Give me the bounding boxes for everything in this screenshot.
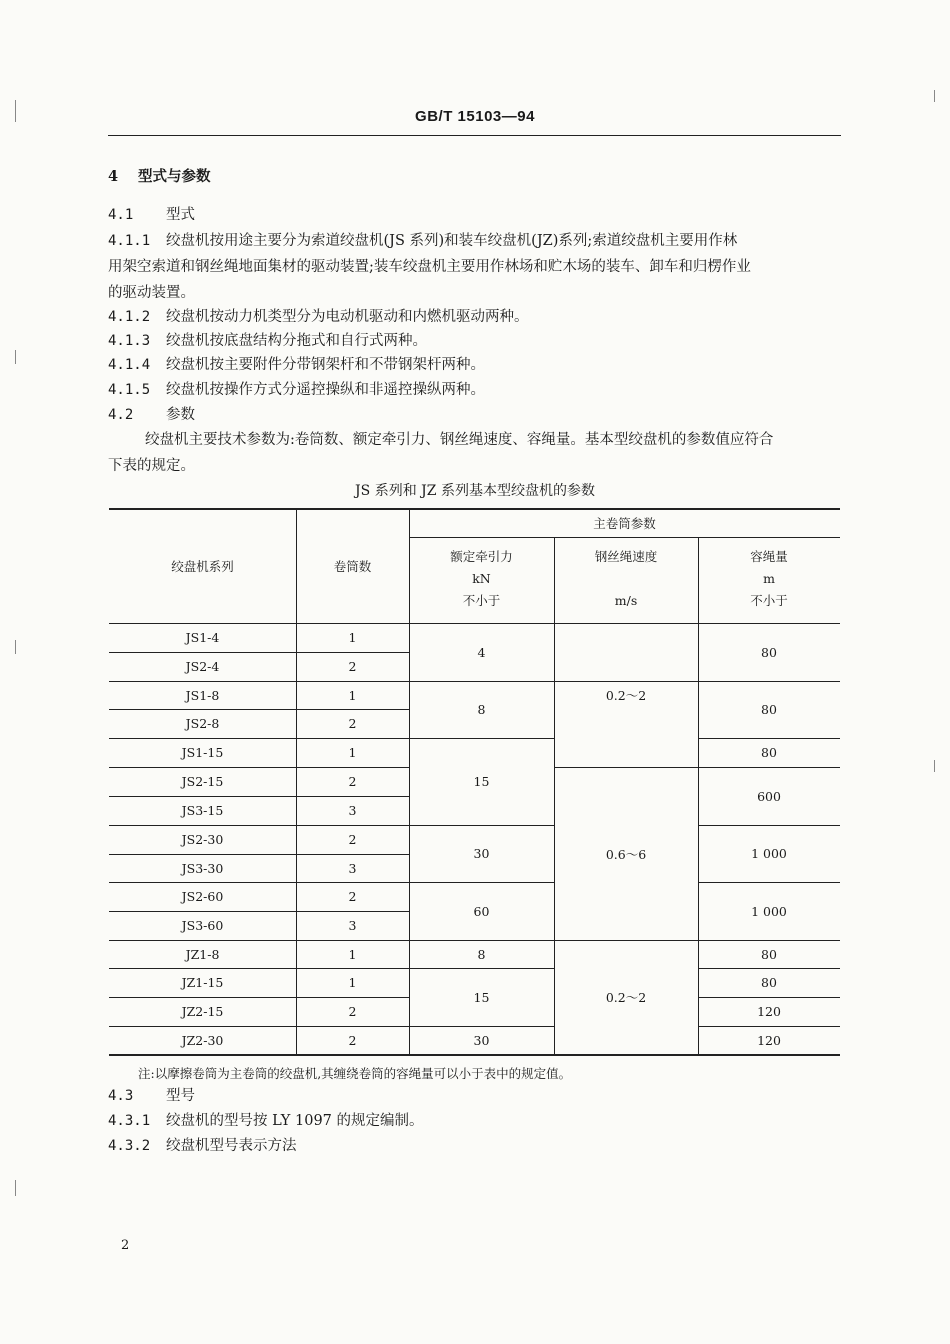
clause-4-2-text2: 下表的规定。 (108, 458, 195, 474)
cell-drums: 3 (348, 860, 357, 876)
header-force (409, 546, 554, 612)
cell-force: 30 (473, 846, 490, 861)
clause-4-1-3 (108, 331, 427, 351)
header-capacity-qualifier: 不小于 (750, 593, 788, 608)
clause-text: 绞盘机按用途主要分为索道绞盘机(JS 系列)和装车绞盘机(JZ)系列;索道绞盘机主要用作林 (166, 233, 738, 249)
cell-series: JS3-30 (181, 860, 224, 876)
cell-capacity: 80 (761, 644, 777, 660)
cell-drums: 2 (348, 1032, 357, 1048)
header-capacity-label: 容绳量 (750, 549, 788, 564)
cell-force: 8 (477, 702, 486, 717)
clause-title: 型式 (166, 207, 195, 223)
clause-number: 4.3.2 (108, 1138, 151, 1154)
cell-drums: 3 (348, 803, 357, 818)
cell-series: JZ2-15 (181, 1004, 224, 1019)
scan-mark (15, 100, 16, 122)
cell-capacity: 120 (757, 1004, 781, 1019)
cell-drums: 1 (348, 687, 357, 703)
table-rule (409, 537, 840, 538)
cell-capacity: 120 (757, 1032, 781, 1048)
cell-series: JS3-60 (181, 918, 224, 933)
clause-text: 绞盘机型号表示方法 (166, 1138, 297, 1154)
cell-drums: 2 (348, 1004, 357, 1019)
clause-4-3-1 (108, 1111, 424, 1131)
table-bottom-rule (109, 1054, 840, 1056)
section-heading (108, 167, 211, 187)
cell-speed: 0.6～6 (605, 846, 647, 862)
clause-number: 4.3.1 (108, 1113, 151, 1129)
header-drums: 卷筒数 (333, 558, 372, 574)
clause-number: 4.2 (108, 407, 134, 423)
cell-drums: 1 (348, 630, 357, 645)
header-speed-unit: m/s (614, 593, 638, 608)
clause-4-2 (108, 405, 195, 425)
cell-drums: 1 (348, 745, 357, 760)
scan-mark (934, 90, 935, 102)
header-force-qualifier: 不小于 (462, 593, 501, 608)
cell-series: JS2-4 (185, 659, 220, 674)
cell-series: JS1-4 (185, 630, 220, 645)
cell-drums: 3 (348, 918, 357, 933)
cell-series: JS3-15 (181, 803, 224, 818)
cell-force: 30 (473, 1032, 490, 1048)
cell-series: JZ1-8 (185, 946, 220, 962)
cell-force: 8 (477, 946, 486, 962)
header-rule (108, 135, 841, 136)
cell-speed: 0.2～2 (605, 990, 647, 1005)
clause-text: 绞盘机按操作方式分遥控操纵和非遥控操纵两种。 (166, 382, 485, 398)
cell-drums: 2 (348, 889, 357, 904)
document-header: GB/T 15103—94 (415, 108, 535, 125)
cell-capacity: 1 000 (751, 903, 787, 919)
cell-force: 15 (473, 774, 490, 789)
cell-force: 60 (473, 903, 490, 919)
section-number: 4 (108, 168, 119, 185)
table-caption: JS 系列和 JZ 系列基本型绞盘机的参数 (355, 483, 595, 499)
cell-series: JS1-8 (185, 687, 220, 703)
scan-mark (15, 1180, 16, 1196)
clause-number: 4.1.3 (108, 333, 151, 349)
header-main-drum: 主卷筒参数 (593, 515, 656, 531)
header-speed-label: 钢丝绳速度 (594, 549, 658, 564)
page-number: 2 (121, 1238, 130, 1253)
clause-text: 绞盘机的型号按 LY 1097 的规定编制。 (166, 1113, 424, 1129)
cell-force: 15 (473, 989, 490, 1005)
cell-capacity: 600 (757, 788, 781, 804)
clause-4-1-2 (108, 307, 529, 327)
clause-title: 参数 (166, 407, 195, 423)
cell-series: JZ2-30 (181, 1032, 224, 1048)
cell-drums: 2 (348, 832, 357, 847)
section-title: 型式与参数 (138, 168, 211, 185)
cell-drums: 2 (348, 774, 357, 789)
clause-4-1-1-line3: 的驱动装置。 (108, 285, 195, 301)
clause-text: 绞盘机按动力机类型分为电动机驱动和内燃机驱动两种。 (166, 309, 529, 325)
cell-series: JS2-8 (185, 716, 220, 731)
cell-capacity: 1 000 (751, 846, 787, 861)
clause-number: 4.1.4 (108, 357, 151, 373)
cell-drums: 1 (348, 946, 357, 962)
header-speed (554, 546, 698, 612)
cell-capacity: 80 (761, 975, 777, 990)
header-capacity-unit: m (763, 571, 775, 586)
cell-speed: 0.2～2 (605, 688, 647, 703)
cell-capacity: 80 (761, 745, 777, 760)
table-note: 注:以摩擦卷筒为主卷筒的绞盘机,其缠绕卷筒的容绳量可以小于表中的规定值。 (138, 1066, 572, 1081)
cell-series: JS2-60 (181, 889, 224, 904)
clause-4-1-5 (108, 380, 485, 400)
cell-drums: 2 (348, 659, 357, 674)
scan-mark (15, 640, 16, 654)
cell-capacity: 80 (761, 702, 777, 717)
clause-number: 4.1.1 (108, 233, 151, 249)
cell-series: JS1-15 (181, 745, 224, 760)
header-series: 绞盘机系列 (171, 558, 234, 574)
cell-drums: 2 (348, 716, 357, 731)
clause-4-1-1-line2: 用架空索道和钢丝绳地面集材的驱动装置;装车绞盘机主要用作林场和贮木场的装车、卸车和归楞作业 (108, 259, 751, 275)
cell-force: 4 (477, 644, 486, 660)
clause-text: 绞盘机按主要附件分带钢架杆和不带钢架杆两种。 (166, 357, 485, 373)
clause-4-3 (108, 1086, 195, 1106)
scan-mark (15, 350, 16, 364)
clause-4-1-4 (108, 355, 485, 375)
cell-drums: 1 (348, 975, 357, 990)
cell-series: JS2-30 (181, 832, 224, 847)
cell-series: JS2-15 (181, 774, 224, 789)
clause-4-2-text1: 绞盘机主要技术参数为:卷筒数、额定牵引力、钢丝绳速度、容绳量。基本型绞盘机的参数值应符合 (145, 432, 774, 448)
header-capacity (698, 546, 840, 612)
clause-4-3-2 (108, 1136, 297, 1156)
cell-capacity: 80 (761, 946, 777, 962)
scan-mark (934, 760, 935, 772)
clause-number: 4.1.5 (108, 382, 151, 398)
clause-4-1-1-line1 (108, 231, 737, 251)
clause-title: 型号 (166, 1088, 195, 1104)
header-force-unit: kN (472, 571, 491, 586)
clause-number: 4.1 (108, 207, 134, 223)
header-force-label: 额定牵引力 (450, 549, 513, 564)
clause-number: 4.3 (108, 1088, 134, 1104)
clause-4-1 (108, 205, 195, 225)
clause-text: 绞盘机按底盘结构分拖式和自行式两种。 (166, 333, 427, 349)
cell-series: JZ1-15 (181, 975, 224, 990)
parameter-table (109, 508, 840, 1055)
clause-number: 4.1.2 (108, 309, 151, 325)
